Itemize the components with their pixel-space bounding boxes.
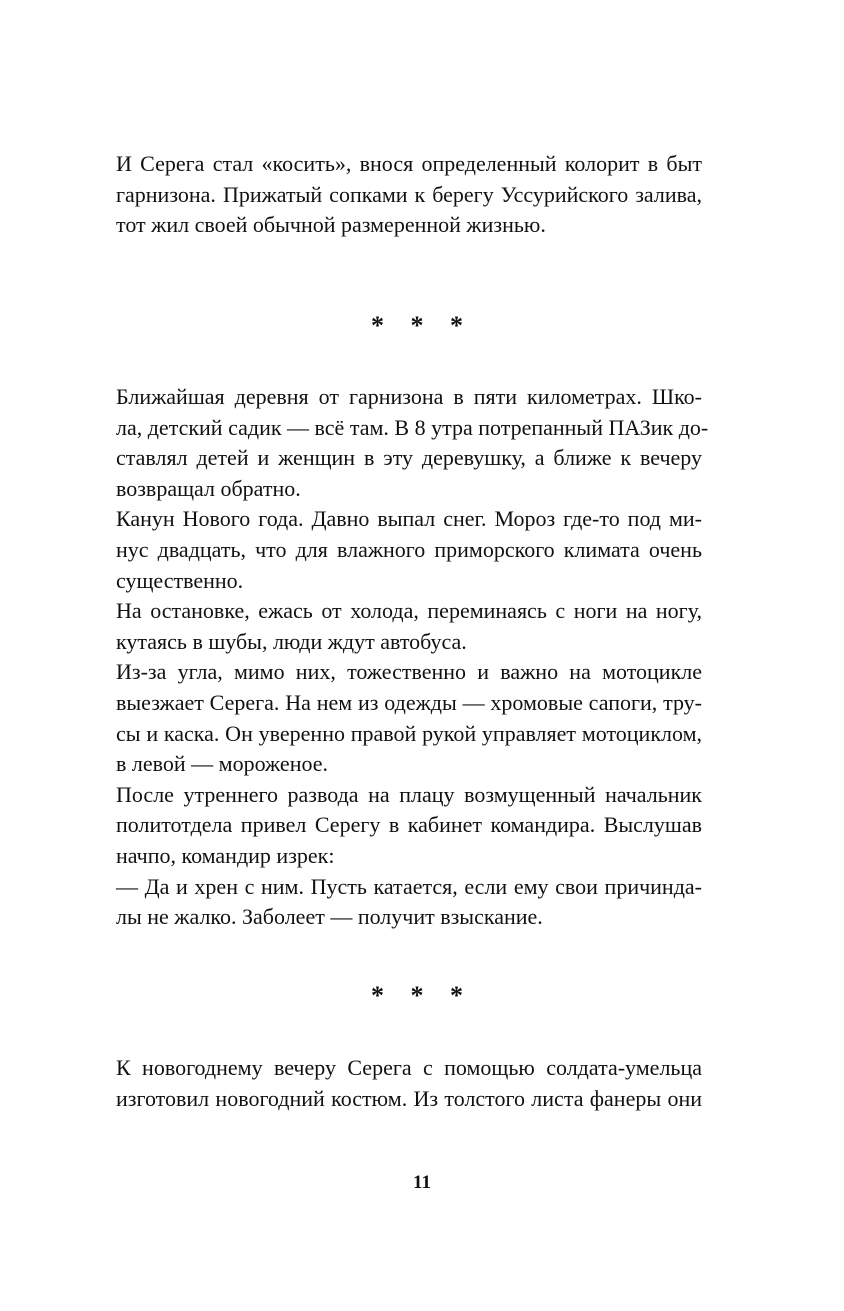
text-line: кутаясь в шубы, люди ждут автобуса. xyxy=(116,628,467,654)
text-line: сы и каска. Он уверенно правой рукой управляет мотоциклом, xyxy=(116,720,702,746)
text-line: нус двадцать, что для влажного приморского климата очень xyxy=(116,536,702,562)
text-line: тот жил своей обычной размеренной жизнью. xyxy=(116,212,546,238)
text-line: ставлял детей и женщин в эту деревушку, а ближе к вечеру xyxy=(116,445,702,471)
text-line: гарнизона. Прижатый сопками к берегу Уссурийского залива, xyxy=(116,181,702,207)
paragraph-new-year-costume xyxy=(116,1053,702,1114)
text-line: в левой — мороженое. xyxy=(116,751,328,777)
text-line: Ближайшая деревня от гарнизона в пяти километрах. Шко- xyxy=(116,384,702,409)
text-line: лы не жалко. Заболеет — получит взыскание. xyxy=(116,904,543,930)
text-line: К новогоднему вечеру Серега с помощью солдата-умельца xyxy=(116,1055,702,1080)
story-section-motorcycle xyxy=(116,382,709,933)
text-line: И Серега стал «косить», внося определенный колорит в быт xyxy=(116,151,702,176)
text-line: Из-за угла, мимо них, тожественно и важно на мотоцикле xyxy=(116,659,702,685)
text-line: изготовил новогодний костюм. Из толстого листа фанеры они xyxy=(116,1085,702,1111)
dialogue-line: — Да и хрен с ним. Пусть катается, если ему свои причинда- xyxy=(116,873,702,899)
text-line: существенно. xyxy=(116,567,244,593)
section-separator: * * * xyxy=(371,981,473,1010)
text-line: выезжает Серега. На нем из одежды — хромовые сапоги, тру- xyxy=(116,689,702,715)
text-line: начпо, командир изрек: xyxy=(116,842,335,868)
section-separator: * * * xyxy=(371,311,473,340)
paragraph-garrison-life xyxy=(116,149,702,241)
page-number: 11 xyxy=(413,1172,431,1193)
text-line: На остановке, ежась от холода, переминаясь с ноги на ногу, xyxy=(116,598,702,624)
text-line: возвращал обратно. xyxy=(116,475,301,501)
text-line: политотдела привел Серегу в кабинет командира. Выслушав xyxy=(116,812,702,838)
text-line: Канун Нового года. Давно выпал снег. Мороз где-то под ми- xyxy=(116,506,702,532)
text-line: После утреннего развода на плацу возмущенный начальник xyxy=(116,781,702,807)
text-line: ла, детский садик — всё там. В 8 утра потрепанный ПАЗик до- xyxy=(116,414,709,440)
